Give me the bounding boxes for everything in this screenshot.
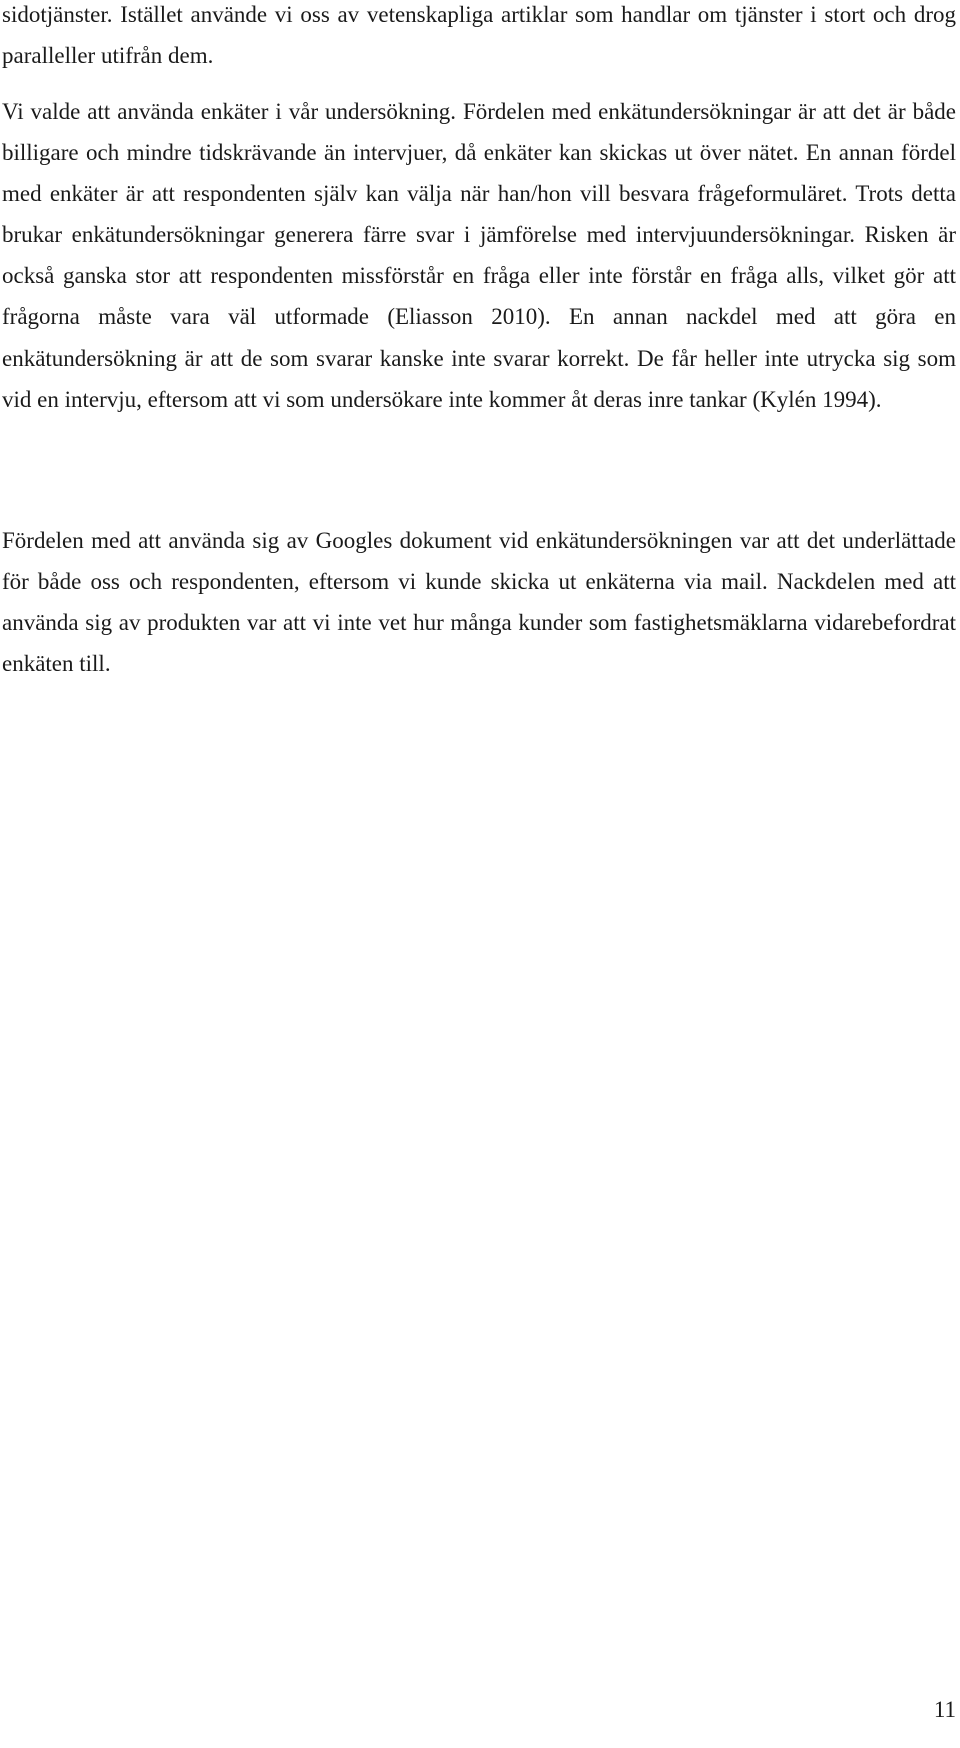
page-number: 11 [933,1697,956,1722]
body-paragraph-2: Vi valde att använda enkäter i vår undersökning. Fördelen med enkätundersökningar är att det är både billigare och mindre tidskrävande än intervjuer, då enkäter kan skickas ut över nätet. En annan fördel med enkäter är att respondenten själv kan välja när han/hon vill besvara frågeformuläret. Trots detta brukar enkätundersökningar generera färre svar i jämförelse med intervjuundersökningar. Risken är också ganska stor att respondenten missförstår en fråga eller inte förstår en fråga alls, vilket gör att frågorna måste vara väl utformade (Eliasson 2010). En annan nackdel med att göra en enkätundersökning är att de som svarar kanske inte svarar korrekt. De får heller inte utrycka sig som vid en intervju, eftersom att vi som undersökare inte kommer åt deras inre tankar (Kylén 1994). [2,99,956,412]
body-paragraph-3: Fördelen med att använda sig av Googles dokument vid enkätundersökningen var att det underlättade för både oss och respondenten, eftersom vi kunde skicka ut enkäterna via mail. Nackdelen med att använda sig av produkten var att vi inte vet hur många kunder som fastighetsmäklarna vidarebefordrat enkäten till. [2,528,956,677]
body-paragraph-1: sidotjänster. Istället använde vi oss av vetenskapliga artiklar som handlar om tjänster i stort och drog paralleller utifrån dem. [2,2,956,69]
